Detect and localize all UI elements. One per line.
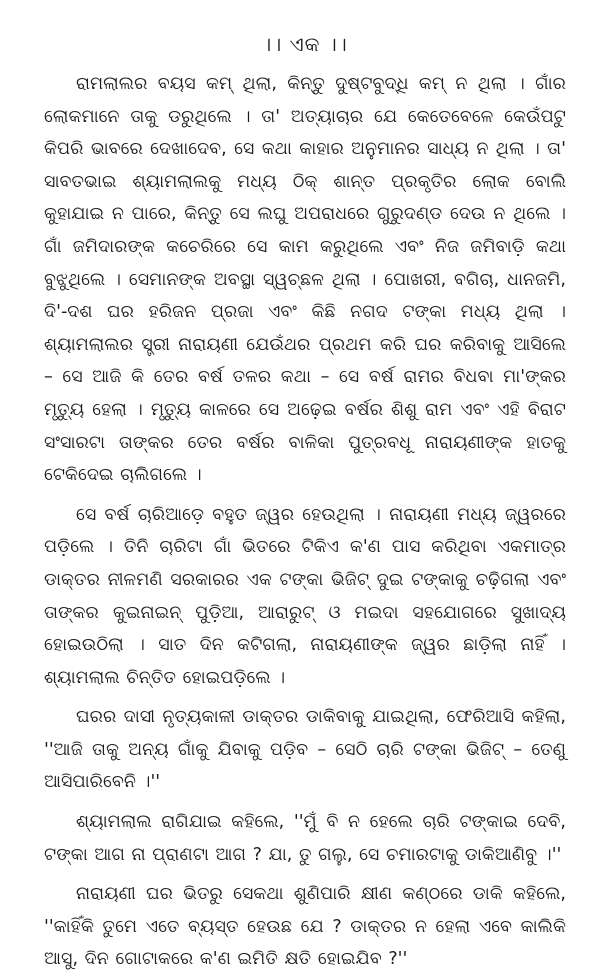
chapter-heading: ।। ଏକ ।। [262,32,348,56]
paragraph-3: ଘରର ଦାସୀ ନୃତ୍ୟକାଳୀ ଡାକ୍ତର ଡାକିବାକୁ ଯାଇଥିଲା, ଫେରିଆସି କହିଲା, ''ଆଜି ତାକୁ ଅନ୍ୟ ଗାଁକୁ ଯିବାକୁ ପଡ଼ିବ – ସେଠି ଚାରି ଟଙ୍କା ଭିଜିଟ୍ – ତେଣୁ ଆସିପାରିବେନି ।'' [44,707,566,793]
paragraph-1: ରାମଲାଲର ବୟସ କମ୍ ଥିଲା, କିନ୍ତୁ ଦୁଷ୍ଟବୁଦ୍ଧି କମ୍ ନ ଥିଲା । ଗାଁର ଲୋକମାନେ ତାକୁ ଡରୁଥିଲେ । ତା' ଅତ୍ୟାଚାର ଯେ କେତେବେଳେ କେଉଁପଟୁ କିପରି ଭାବରେ ଦେଖାଦେବ, ସେ କଥା କାହାର ଅନୁମାନର ସାଧ୍ୟ ନ ଥିଲା । ତା' ସାବତଭାଇ ଶ୍ୟାମଲାଲକୁ ମଧ୍ୟ ଠିକ୍ ଶାନ୍ତ ପ୍ରକୃତିର ଲୋକ ବୋଲି କୁହାଯାଇ ନ ପାରେ, କିନ୍ତୁ ସେ ଲଘୁ ଅପରାଧରେ ଗୁରୁଦଣ୍ଡ ଦେଉ ନ ଥିଲେ । ଗାଁ ଜମିଦାରଙ୍କ କଚେରିରେ ସେ କାମ କରୁଥିଲେ ଏବଂ ନିଜ ଜମିବାଡ଼ି କଥା ବୁଝୁଥିଲେ । ସେମାନଙ୍କ ଅବସ୍ଥା ସ୍ୱଚ୍ଛଳ ଥିଲା । ପୋଖରୀ, ବଗିଚା, ଧାନଜମି, ଦି'-ଦଶ ଘର ହରିଜନ ପ୍ରଜା ଏବଂ କିଛି ନଗଦ ଟଙ୍କା ମଧ୍ୟ ଥିଲା । ଶ୍ୟାମଲାଲର ସ୍ତ୍ରୀ ନାରାୟଣୀ ଯେଉଁଥର ପ୍ରଥମ କରି ଘର କରିବାକୁ ଆସିଲେ – ସେ ଆଜି କି ତେର ବର୍ଷ ତଳର କଥା – ସେ ବର୍ଷ ରାମର ବିଧବା ମା'ଙ୍କର ମୃତ୍ୟୁ ହେଲା । ମୃତ୍ୟୁ କାଳରେ ସେ ଅଢ଼େଇ ବର୍ଷର ଶିଶୁ ରାମ ଏବଂ ଏହି ବିରାଟ ସଂସାରଟା ତାଙ୍କର ତେର ବର୍ଷର ବାଳିକା ପୁତ୍ରବଧୂ ନାରାୟଣୀଙ୍କ ହାତକୁ ଟେକିଦେଇ ଚାଲିଗଲେ । [44,74,566,486]
paragraph-4: ଶ୍ୟାମଲାଲ ରାଗିଯାଇ କହିଲେ, ''ମୁଁ ବି ନ ହେଲେ ଚାରି ଟଙ୍କାଇ ଦେବି, ଟଙ୍କା ଆଗ ନା ପ୍ରାଣଟା ଆଗ ? ଯା, ତୁ ଗଲୁ, ସେ ଚମାରଟାକୁ ଡାକିଆଣିବୁ ।'' [44,812,566,865]
paragraph-5: ନାରାୟଣୀ ଘର ଭିତରୁ ସେକଥା ଶୁଣିପାରି କ୍ଷୀଣ କଣ୍ଠରେ ଡାକି କହିଲେ, ''କାହିଁକି ତୁମେ ଏତେ ବ୍ୟସ୍ତ ହେଉଛ ଯେ ? ଡାକ୍ତର ନ ହେଲା ଏବେ କାଲିକି ଆସୁ, ଦିନ ଗୋଟାକରେ କ'ଣ ଇମିତି କ୍ଷତି ହୋଇଯିବ ?'' [44,884,566,970]
paragraph-2: ସେ ବର୍ଷ ଚାରିଆଡ଼େ ବହୁତ ଜ୍ୱର ହେଉଥିଲା । ନାରାୟଣୀ ମଧ୍ୟ ଜ୍ୱରରେ ପଡ଼ିଲେ । ତିନି ଚାରିଟା ଗାଁ ଭିତରେ ଟିକିଏ କ'ଣ ପାସ କରିଥିବା ଏକମାତ୍ର ଡାକ୍ତର ନୀଳମଣି ସରକାରର ଏକ ଟଙ୍କା ଭିଜିଟ୍ ଦୁଇ ଟଙ୍କାକୁ ଚଢ଼ିଗଲା ଏବଂ ତାଙ୍କର କୁଇନାଇନ୍ ପୁଡ଼ିଆ, ଆରାରୁଟ୍ ଓ ମଇଦା ସହଯୋଗରେ ସୁଖାଦ୍ୟ ହୋଇଉଠିଲା । ସାତ ଦିନ କଟିଗଲା, ନାରାୟଣୀଙ୍କ ଜ୍ୱର ଛାଡ଼ିଲା ନାହିଁ । ଶ୍ୟାମଲାଲ ଚିନ୍ତିତ ହୋଇପଡ଼ିଲେ । [44,504,566,688]
